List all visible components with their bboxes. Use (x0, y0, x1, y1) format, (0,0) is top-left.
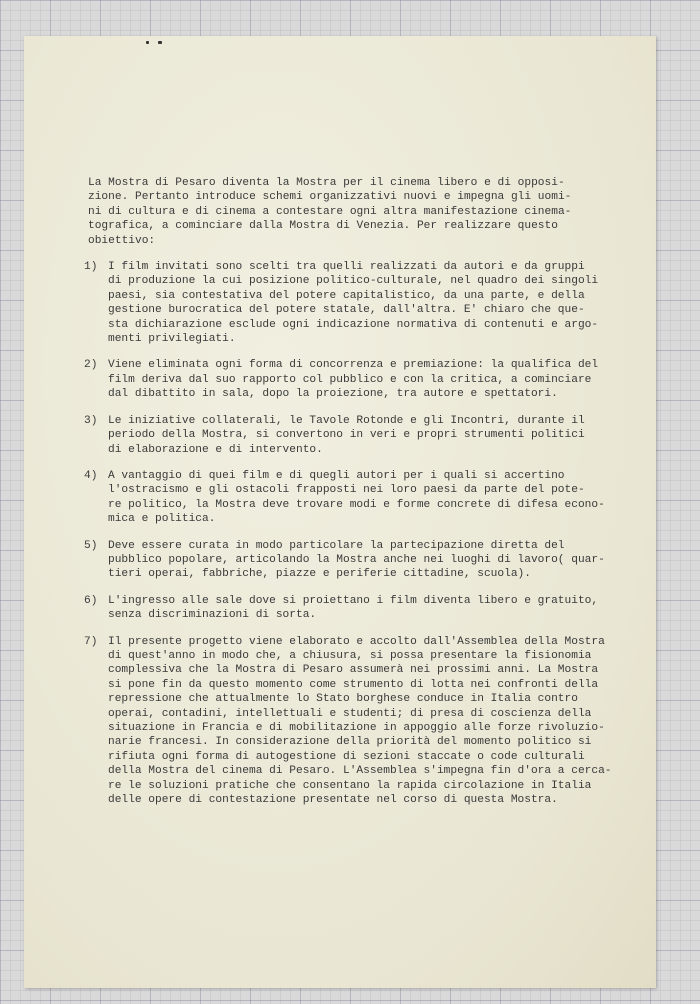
item-line: A vantaggio di quei film e di quegli autori per i quali si accertino (108, 469, 565, 482)
item-body (108, 358, 598, 401)
typewritten-sheet (24, 36, 656, 988)
item-line: di elaborazione e di intervento. (108, 443, 323, 456)
item-line: menti privilegiati. (108, 333, 236, 346)
item-line: Viene eliminata ogni forma di concorrenza e premiazione: la qualifica del (108, 359, 599, 372)
item-line: rifiuta ogni forma di autogestione di sezioni staccate o code culturali (108, 750, 585, 763)
item-body (108, 539, 605, 582)
item-line: repressione che attualmente lo Stato borghese conduce in Italia contro (108, 693, 578, 706)
item-line: periodo della Mostra, si convertono in veri e propri strumenti politici (108, 429, 585, 442)
intro-paragraph (84, 176, 644, 248)
item-line: senza discriminazioni di sorta. (108, 609, 317, 622)
item-number: 4) (84, 469, 98, 482)
item-line: re le soluzioni pratiche che consentano la rapida circolazione in Italia (108, 779, 592, 792)
item-line: complessiva che la Mostra di Pesaro assumerà nei prossimi anni. La Mostra (108, 664, 599, 677)
intro-line: obiettivo: (88, 234, 156, 247)
item-line: operai, contadini, intellettuali e studenti; di presa di coscienza della (108, 707, 592, 720)
item-number: 7) (84, 635, 98, 648)
ink-speck (158, 41, 162, 44)
item-line: paesi, sia contestativa del potere capitalistico, da una parte, e della (108, 289, 585, 302)
item-line: mica e politica. (108, 513, 216, 526)
intro-line: tografica, a cominciare dalla Mostra di Venezia. Per realizzare questo (88, 220, 558, 233)
item-line: L'ingresso alle sale dove si proiettano i film diventa libero e gratuito, (108, 594, 599, 607)
item-line: I film invitati sono scelti tra quelli realizzati da autori e da gruppi (108, 261, 585, 274)
list-item-5 (84, 539, 644, 582)
item-number: 1) (84, 261, 98, 274)
item-body (108, 414, 585, 457)
intro-line: ni di cultura e di cinema a contestare ogni altra manifestazione cinema- (88, 205, 572, 218)
intro-line: La Mostra di Pesaro diventa la Mostra per il cinema libero e di opposi- (88, 177, 565, 189)
item-line: Deve essere curata in modo particolare la partecipazione diretta del (108, 539, 565, 552)
item-line: di produzione la cui posizione politico-culturale, nel quadro dei singoli (108, 275, 599, 288)
document-text (84, 176, 644, 807)
item-number: 3) (84, 414, 98, 427)
item-line: dal dibattito in sala, dopo la proiezione, tra autore e spettatori. (108, 388, 558, 401)
item-line: pubblico popolare, articolando la Mostra anche nei luoghi di lavoro( quar- (108, 553, 605, 566)
item-line: l'ostracismo e gli ostacoli frapposti nei loro paesi da parte del pote- (108, 484, 585, 497)
item-body (108, 594, 598, 623)
list-item-7 (84, 635, 644, 808)
item-number: 6) (84, 594, 98, 607)
intro-line: zione. Pertanto introduce schemi organizzativi nuovi e impegna gli uomi- (88, 191, 572, 204)
item-line: si pone fin da questo momento come strumento di lotta nei confronti della (108, 678, 599, 691)
item-line: re politico, la Mostra deve trovare modi e forme concrete di difesa econo- (108, 498, 605, 511)
list-item-3 (84, 414, 644, 457)
item-line: narie francesi. In considerazione della priorità del momento politico si (108, 736, 592, 749)
list-item-4 (84, 469, 644, 527)
item-line: Le iniziative collaterali, le Tavole Rotonde e gli Incontri, durante il (108, 414, 585, 427)
item-line: delle opere di contestazione presentate nel corso di questa Mostra. (108, 794, 558, 807)
item-body (108, 635, 612, 808)
item-line: tieri operai, fabbriche, piazze e periferie cittadine, scuola). (108, 568, 531, 581)
item-line: della Mostra del cinema di Pesaro. L'Assemblea s'impegna fin d'ora a cerca- (108, 765, 612, 778)
ink-speck (146, 41, 149, 44)
item-line: gestione burocratica del potere statale, dall'altra. E' chiaro che que- (108, 304, 585, 317)
item-body (108, 469, 605, 527)
item-body (108, 260, 598, 346)
item-number: 2) (84, 359, 98, 372)
list-item-6 (84, 594, 644, 623)
item-number: 5) (84, 539, 98, 552)
item-line: situazione in Francia e di mobilitazione in appoggio alle forze rivoluzio- (108, 722, 605, 734)
list-item-2 (84, 358, 644, 401)
item-line: sta dichiarazione esclude ogni indicazione normativa di contenuti e argo- (108, 318, 599, 331)
list-item-1 (84, 260, 644, 346)
item-line: di quest'anno in modo che, a chiusura, si possa presentare la fisionomia (108, 649, 592, 662)
item-line: Il presente progetto viene elaborato e accolto dall'Assemblea della Mostra (108, 635, 605, 648)
item-line: film deriva dal suo rapporto col pubblico e con la critica, a cominciare (108, 373, 592, 386)
